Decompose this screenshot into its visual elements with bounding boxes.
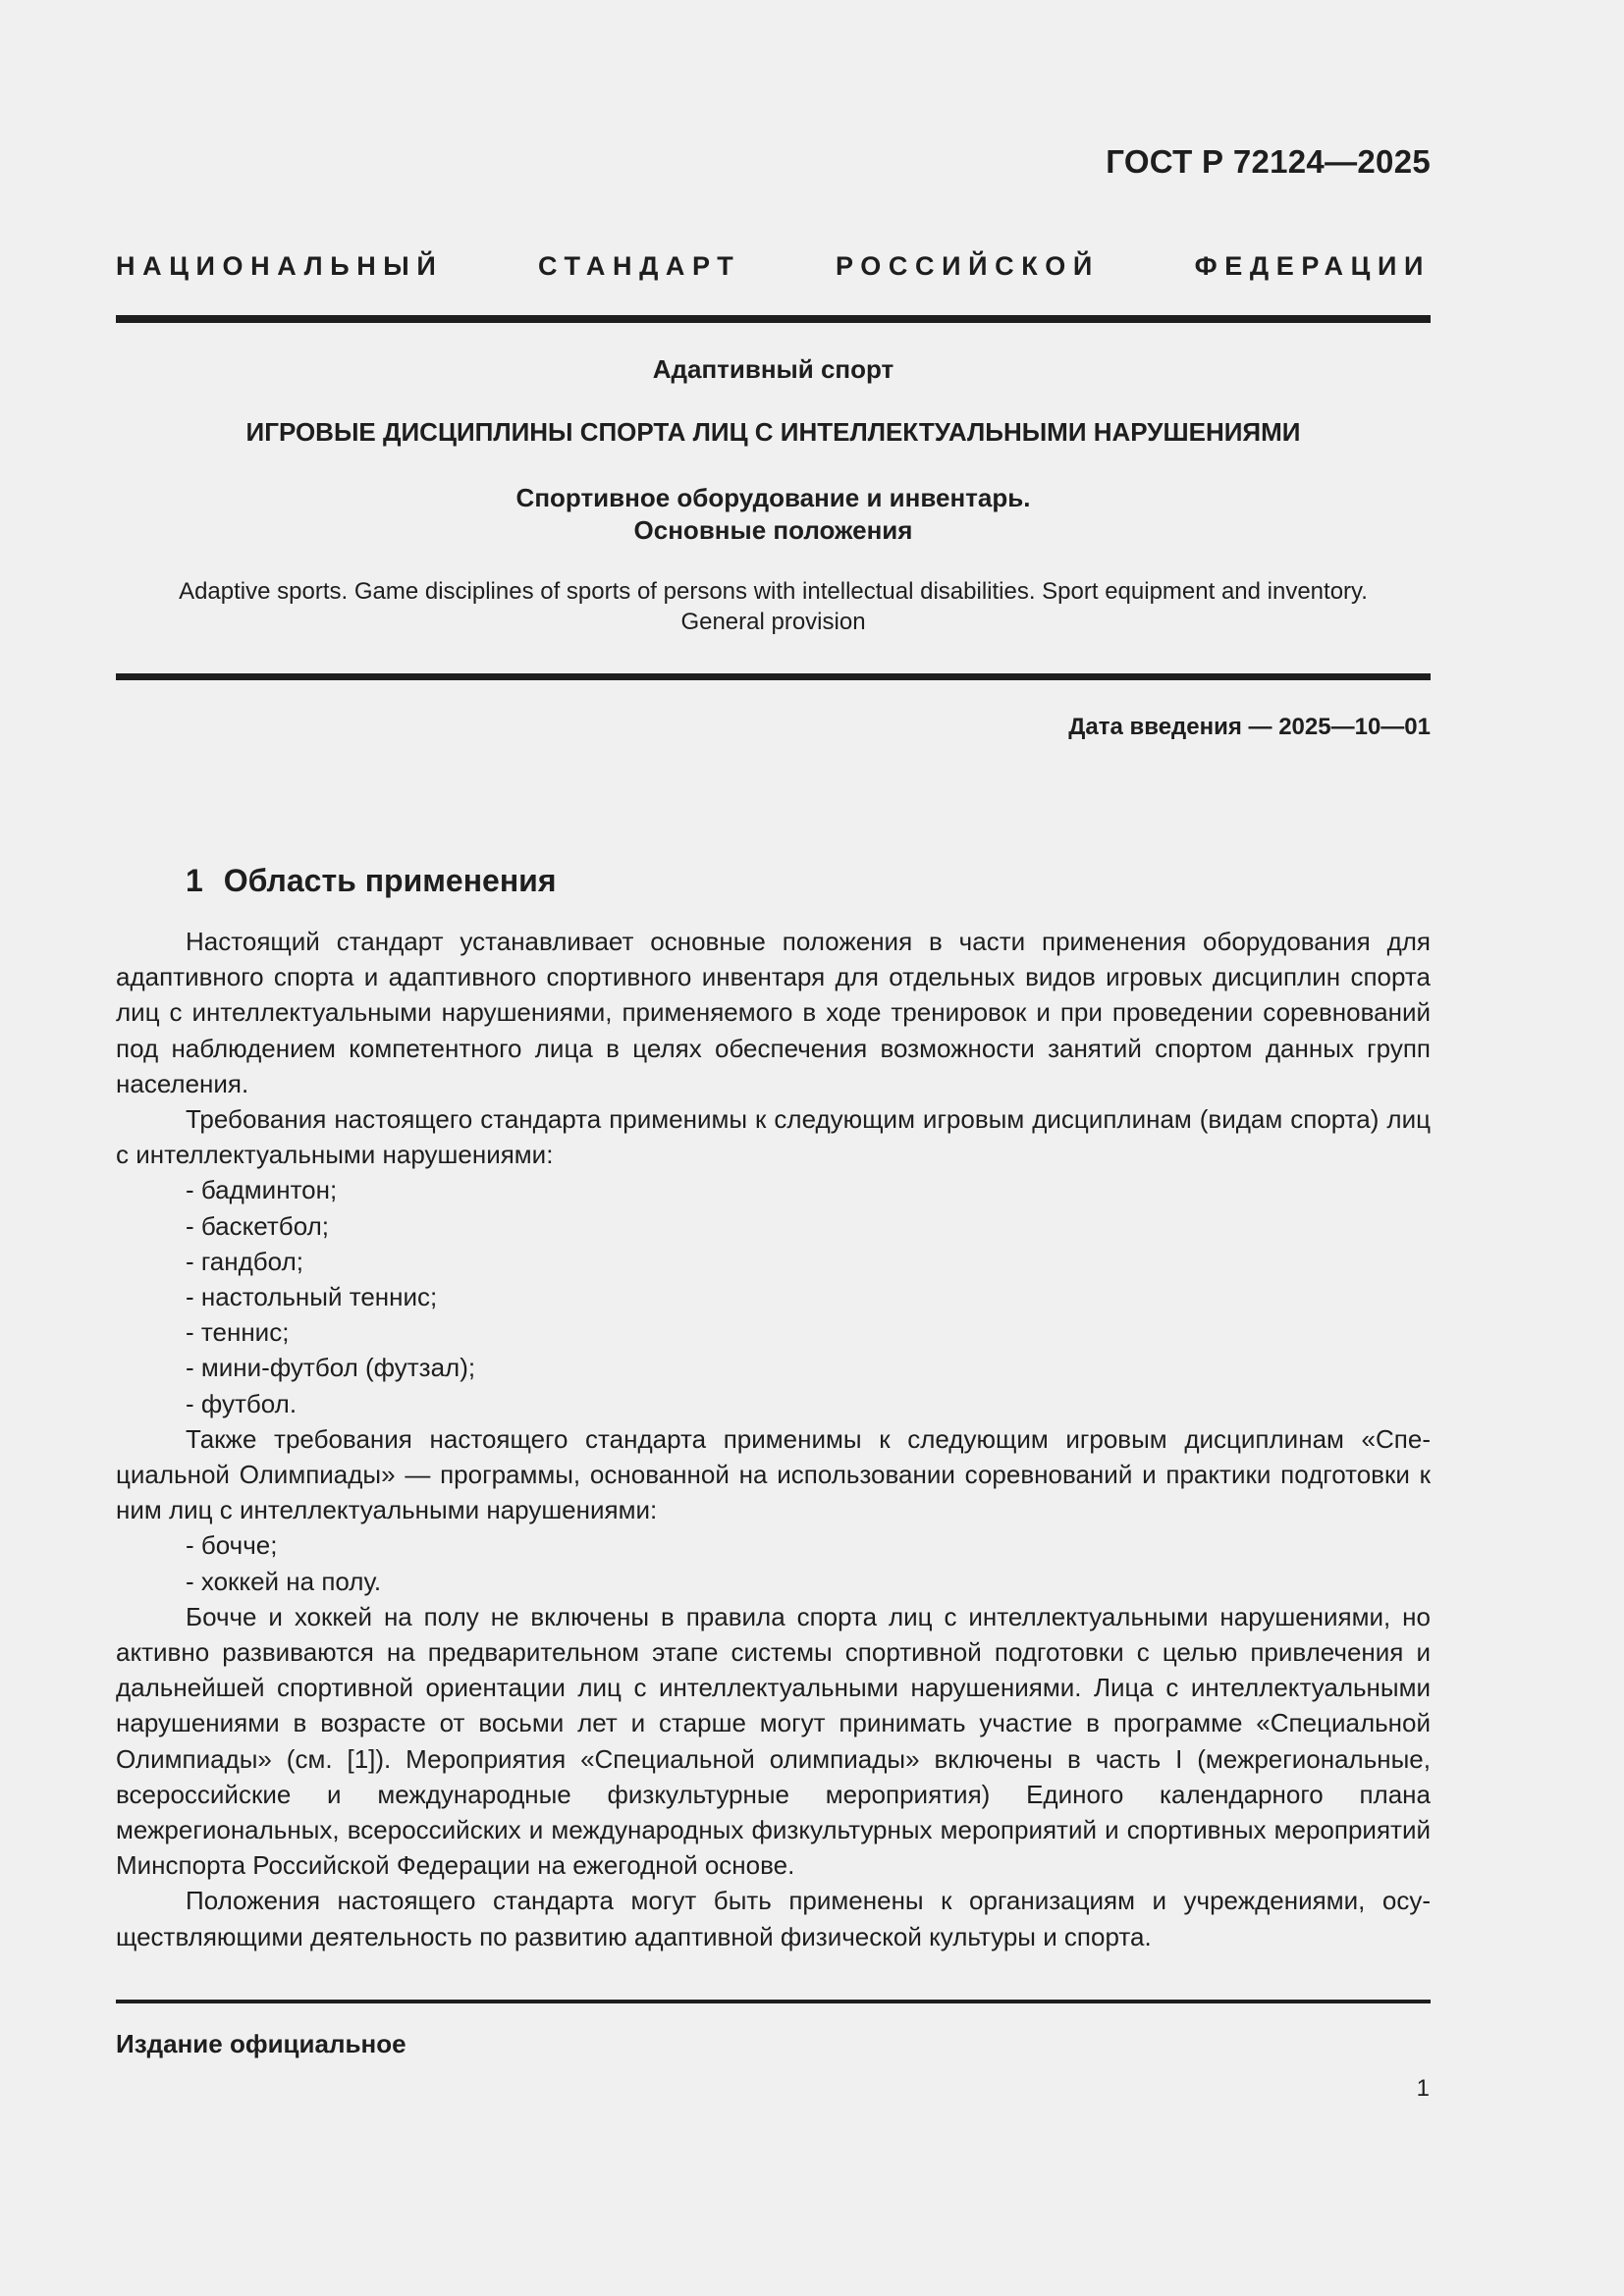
paragraph: Требования настоящего стандарта применимы к следующим игровым дисциплинам (видам спорта) лиц с интеллектуальными нарушениями: <box>116 1104 1431 1170</box>
list-item: - бочче; <box>186 1530 278 1561</box>
list-item: - гандбол; <box>186 1246 303 1276</box>
english-title <box>116 576 1431 637</box>
footer-divider <box>116 2000 1431 2003</box>
official-edition-label: Издание официальное <box>116 2029 406 2058</box>
title-divider <box>116 673 1431 680</box>
standard-number: ГОСТ Р 72124—2025 <box>1106 143 1431 180</box>
subtitle-line: Основные положения <box>633 515 913 545</box>
national-standard-label: НАЦИОНАЛЬНЫЙ СТАНДАРТ РОССИЙСКОЙ ФЕДЕРАЦИИ <box>116 251 1431 281</box>
special-olympics-list <box>116 1527 1431 1598</box>
top-divider <box>116 315 1431 323</box>
subtitle-line: Спортивное оборудование и инвентарь. <box>515 483 1031 512</box>
paragraph: Настоящий стандарт устанавливает основные положения в части применения оборудования для адаптивного спорта и адаптивного спортивного инвентаря для отдельных видов игровых дисциплин спорта лиц с интеллектуальными нарушениями, применяемого в ходе тренировок и при проведении соревнований под наблюдением компетентного лица в целях обеспечения возможности занятий спортом данных групп населения. <box>116 927 1431 1098</box>
section-number: 1 <box>186 863 203 898</box>
disciplines-list <box>116 1172 1431 1420</box>
paragraph: Также требования настоящего стандарта применимы к следующим игровым дисциплинам «Специальной Олимпиады» — программы, основанной на использовании соревнований и практики подготовки к ним лиц с интеллектуальными нарушениями: <box>116 1423 1431 1525</box>
english-title-line: Adaptive sports. Game disciplines of sports of persons with intellectual disabilities. Sport equipment and inventory. <box>179 578 1368 605</box>
page-number: 1 <box>1416 2075 1430 2102</box>
paragraph: Бочче и хоккей на полу не включены в правила спорта лиц с интеллектуальными нарушениями, но активно развиваются на предварительном этапе системы спортивной подготовки с целью привлечения и дальнейшей спортивной ориентации лиц с интеллектуальными нарушениями. Лица с интеллектуальными нарушениями в возрасте от восьми лет и старше могут принимать участие в программе «Специальной Олимпиады» (см. [1]). Мероприятия «Специальной олимпиады» включены в часть I (межрегиональные, всероссийские и международные физкультурные мероприятия) Единого календарного плана межрегиональных, всероссийских и международных физкультурных мероприятий и спортивных мероприятий Минспорта Российской Федерации на ежегодной основе. <box>116 1601 1431 1881</box>
paragraph: Положения настоящего стандарта могут быть применены к организациям и учреждениями, осуществляющими деятельность по развитию адаптивной физической культуры и спорта. <box>116 1886 1431 1951</box>
introduction-date: Дата введения — 2025—10—01 <box>1068 714 1431 740</box>
section-body <box>116 924 1431 1954</box>
list-item: - настольный теннис; <box>186 1282 438 1312</box>
subtitle <box>116 482 1431 547</box>
section-heading <box>186 863 557 899</box>
main-title: ИГРОВЫЕ ДИСЦИПЛИНЫ СПОРТА ЛИЦ С ИНТЕЛЛЕКТУАЛЬНЫМИ НАРУШЕНИЯМИ <box>245 417 1301 447</box>
list-item: - футбол. <box>186 1388 298 1418</box>
list-item: - мини-футбол (футзал); <box>186 1353 476 1383</box>
field-title: Адаптивный спорт <box>652 354 894 384</box>
english-title-line: General provision <box>680 609 866 635</box>
section-title: Область применения <box>223 863 557 898</box>
list-item: - теннис; <box>186 1317 290 1348</box>
list-item: - баскетбол; <box>186 1210 329 1241</box>
list-item: - бадминтон; <box>186 1175 338 1205</box>
list-item: - хоккей на полу. <box>186 1566 382 1596</box>
